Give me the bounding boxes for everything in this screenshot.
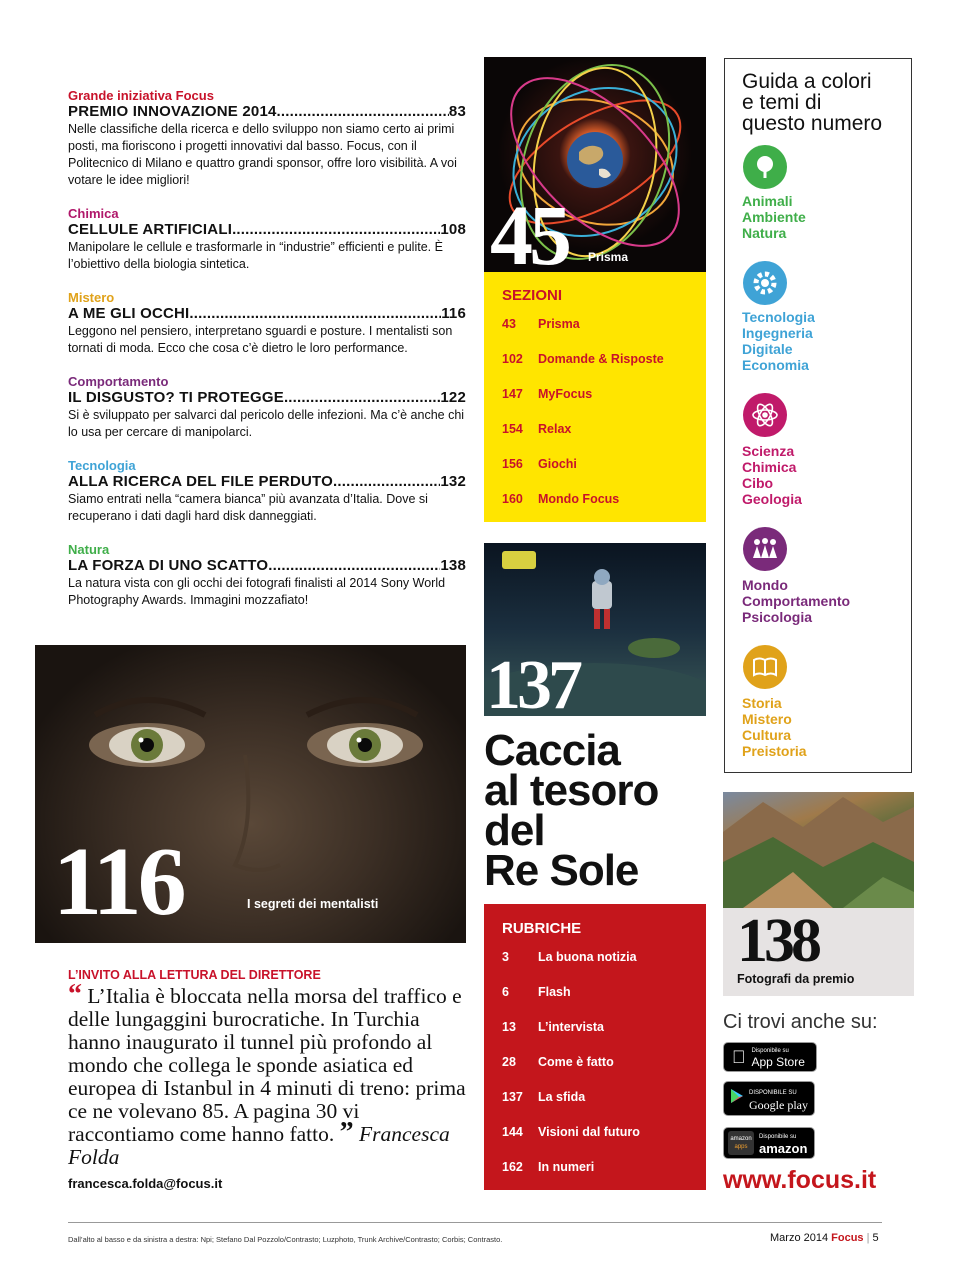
sezioni-label: Giochi — [538, 457, 577, 471]
article-scatto[interactable] — [68, 542, 466, 609]
article-page: 116 — [441, 305, 466, 322]
article-headline[interactable] — [68, 473, 466, 491]
feature-116-caption: I segreti dei mentalisti — [247, 897, 379, 911]
editorial-email[interactable]: francesca.folda@focus.it — [68, 1176, 223, 1191]
feature-137-image[interactable] — [484, 543, 706, 716]
badge-small-text: Disponibile su — [759, 1134, 797, 1140]
page-number: 144 — [502, 1125, 523, 1139]
article-page: 132 — [440, 473, 466, 490]
feature-116-number: 116 — [53, 828, 183, 936]
book-icon — [743, 645, 787, 689]
page-number: 160 — [502, 492, 523, 506]
editorial-kicker: L’INVITO ALLA LETTURA DEL DIRETTORE — [68, 968, 321, 982]
category-word: Storia — [742, 695, 782, 711]
article-page: 108 — [440, 221, 466, 238]
article-page: 138 — [440, 557, 466, 574]
website-link[interactable]: www.focus.it — [723, 1166, 877, 1194]
article-cellule[interactable] — [68, 206, 466, 273]
category-word: Cultura — [742, 727, 791, 743]
badge-text: Google play — [749, 1097, 808, 1112]
feature-137-number: 137 — [486, 647, 579, 716]
sezioni-item[interactable] — [502, 457, 577, 471]
apple-icon — [732, 1047, 746, 1068]
rubriche-label: La sfida — [538, 1090, 586, 1104]
rubriche-title: RUBRICHE — [502, 920, 582, 937]
article-headline[interactable] — [68, 389, 466, 407]
article-category: Comportamento — [68, 374, 169, 389]
rubriche-label: In numeri — [538, 1160, 595, 1174]
feature-137-headline[interactable] — [484, 726, 714, 895]
article-desc: Manipolare le cellule e trasformarle in “industrie” efficienti e pulite. È l’obiettivo della biologia sintetica. — [68, 240, 443, 271]
article-headline[interactable] — [68, 103, 466, 121]
article-title: ALLA RICERCA DEL FILE PERDUTO — [68, 473, 333, 490]
sezioni-label: Mondo Focus — [538, 492, 620, 506]
page-number: 102 — [502, 352, 523, 366]
article-title: A ME GLI OCCHI — [68, 305, 190, 322]
category-word: Chimica — [742, 459, 797, 475]
rubriche-label: Flash — [538, 985, 571, 999]
rubriche-label: Visioni dal futuro — [538, 1125, 640, 1139]
rubriche-label: La buona notizia — [538, 950, 637, 964]
gear-icon — [743, 261, 787, 305]
article-title: IL DISGUSTO? TI PROTEGGE — [68, 389, 284, 406]
editorial-author: Francesca Folda — [68, 1122, 450, 1169]
tree-icon — [743, 145, 787, 189]
brand-name: Focus — [831, 1232, 864, 1244]
article-category: Grande iniziativa Focus — [68, 88, 214, 103]
issue-date: Marzo 2014 — [770, 1232, 829, 1244]
rubriche-label: Come è fatto — [538, 1055, 614, 1069]
sezioni-label: Relax — [538, 422, 572, 436]
rubriche-item[interactable] — [502, 1055, 614, 1069]
article-page: 83 — [448, 103, 466, 120]
rubriche-box — [484, 904, 706, 1190]
category-word: Animali — [742, 193, 793, 209]
title-line: questo numero — [742, 112, 883, 135]
sezioni-label: Domande & Risposte — [538, 352, 664, 366]
page-number: 43 — [502, 317, 516, 331]
article-title: CELLULE ARTIFICIALI — [68, 221, 233, 238]
prisma-image[interactable] — [484, 57, 706, 272]
rubriche-item[interactable] — [502, 1125, 640, 1139]
people-icon — [743, 527, 787, 571]
appstore-badge[interactable] — [723, 1042, 817, 1072]
amazon-badge[interactable] — [723, 1127, 815, 1159]
feature-138-number: 138 — [737, 907, 818, 975]
page-number: 3 — [502, 950, 509, 964]
sezioni-item[interactable] — [502, 492, 619, 506]
category-word: Comportamento — [742, 593, 851, 609]
article-desc: La natura vista con gli occhi dei fotografi finalisti al 2014 Sony World Photography Awards. Immagini mozzafiato! — [68, 576, 446, 607]
category-word: Mistero — [742, 711, 792, 727]
title-line: e temi di — [742, 91, 822, 114]
page-number: 13 — [502, 1020, 516, 1034]
rubriche-item[interactable] — [502, 950, 637, 964]
category-word: Digitale — [742, 341, 793, 357]
category-word: Economia — [742, 357, 809, 373]
prisma-number: 45 — [490, 187, 568, 272]
category-word: Ingegneria — [742, 325, 813, 341]
badge-text: amazon — [759, 1141, 808, 1156]
page-number: 162 — [502, 1160, 523, 1174]
headline-line: al tesoro — [484, 766, 659, 815]
category-word: Cibo — [742, 475, 774, 491]
page-footer: Marzo 2014 Focus | 5 — [770, 1232, 879, 1244]
badge-small-text: DISPONIBILE SU — [749, 1089, 797, 1096]
article-title: PREMIO INNOVAZIONE 2014 — [68, 103, 277, 120]
article-file[interactable] — [68, 458, 466, 525]
headline-line: Re Sole — [484, 846, 639, 895]
page-number: 137 — [502, 1090, 523, 1104]
atom-icon — [743, 393, 787, 437]
page-number: 6 — [502, 985, 509, 999]
headline-line: Caccia — [484, 726, 620, 775]
category-word: Tecnologia — [742, 309, 815, 325]
article-category: Chimica — [68, 206, 119, 221]
article-premio[interactable] — [68, 88, 466, 189]
category-word: Preistoria — [742, 743, 807, 759]
googleplay-badge[interactable] — [723, 1081, 815, 1116]
article-list — [68, 88, 466, 626]
category-word: Scienza — [742, 443, 795, 459]
category-group-storia — [742, 695, 807, 759]
article-category: Natura — [68, 542, 110, 557]
sezioni-label: MyFocus — [538, 387, 593, 401]
badge-small-text: amazon — [730, 1136, 752, 1142]
rubriche-item[interactable] — [502, 1020, 604, 1034]
editorial-quote — [68, 979, 468, 1169]
amazon-apps-icon — [728, 1131, 754, 1155]
sezioni-item[interactable] — [502, 387, 592, 401]
category-group-scienza — [742, 443, 802, 507]
close-quote-icon: ” — [339, 1117, 354, 1148]
sezioni-item[interactable] — [502, 422, 571, 436]
mountain-landscape-graphic — [723, 792, 914, 908]
rubriche-label: L’intervista — [538, 1020, 604, 1034]
article-category: Mistero — [68, 290, 115, 305]
article-category: Tecnologia — [68, 458, 136, 473]
category-word: Ambiente — [742, 209, 806, 225]
feature-138-caption: Fotografi da premio — [737, 972, 855, 986]
headline-line: del — [484, 806, 545, 855]
sezioni-item[interactable] — [502, 352, 664, 366]
category-group-tecnologia — [742, 309, 815, 373]
color-guide — [724, 58, 912, 773]
sezioni-box — [484, 272, 706, 522]
open-quote-icon: “ — [68, 979, 82, 1010]
prisma-label: Prisma — [588, 250, 629, 264]
article-headline[interactable] — [68, 557, 466, 575]
badge-text: App Store — [738, 1055, 792, 1069]
color-guide-title — [742, 71, 882, 134]
category-word: Geologia — [742, 491, 802, 507]
article-title: LA FORZA DI UNO SCATTO — [68, 557, 269, 574]
badge-small-text: apps — [734, 1144, 748, 1150]
article-desc: Si è sviluppato per salvarci dal pericolo delle infezioni. Ma c’è anche chi lo usa per cercare di manipolarci. — [68, 408, 465, 439]
footer-divider — [68, 1222, 882, 1223]
page-number: 147 — [502, 387, 523, 401]
sezioni-title: SEZIONI — [502, 287, 563, 304]
editorial-text: L’Italia è bloccata nella morsa del traffico e delle lungaggini burocratiche. In Turchia hanno inaugurato il tunnel più profondo al mondo che collega le sponde asiatica ed europea di Istanbul in 4 minuti di treno: prima ce ne volevano 85. A pagina 30 vi raccontiamo come hanno fatto. — [68, 984, 466, 1146]
article-disgusto[interactable] — [68, 374, 466, 441]
article-desc: Leggono nel pensiero, interpretano sguardi e posture. I mentalisti son tornati di moda. Ecco che cosa c’è dietro le loro performance. — [68, 324, 453, 355]
category-word: Psicologia — [742, 609, 813, 625]
article-occhi[interactable] — [68, 290, 466, 357]
photo-credits: Dall’alto al basso e da sinistra a destra: Npi; Stefano Dal Pozzolo/Contrasto; Luzphoto, Trunk Archive/Contrasto; Corbis; Contrasto. — [68, 1235, 503, 1244]
feature-138-image[interactable] — [723, 792, 914, 908]
rubriche-item[interactable] — [502, 985, 571, 999]
article-desc: Nelle classifiche della ricerca e dello sviluppo non siamo certo ai primi posti, ma fioriscono i progetti innovativi dal basso. Focus, con il Politecnico di Milano e quattro grandi sponsor, offre loro visibilità. A voi votare le idee migliori! — [68, 122, 457, 187]
page-number: 28 — [502, 1055, 516, 1069]
category-group-mondo — [742, 577, 850, 625]
article-desc: Siamo entrati nella “camera bianca” più avanzata d’Italia. Dove si recuperano i dati dagli hard disk danneggiati. — [68, 492, 428, 523]
badge-small-text: Disponibile su — [738, 1048, 776, 1054]
rubriche-item[interactable] — [502, 1090, 585, 1104]
page-number: 154 — [502, 422, 523, 436]
sezioni-item[interactable] — [502, 317, 580, 331]
page-number: 5 — [872, 1232, 879, 1244]
article-page: 122 — [440, 389, 466, 406]
stores-heading: Ci trovi anche su: — [723, 1011, 878, 1033]
article-headline[interactable] — [68, 305, 466, 323]
category-word: Natura — [742, 225, 787, 241]
category-word: Mondo — [742, 577, 788, 593]
page-number: 156 — [502, 457, 523, 471]
google-play-icon — [730, 1088, 744, 1109]
feature-138-box[interactable] — [723, 908, 914, 996]
rubriche-item[interactable] — [502, 1160, 594, 1174]
title-line: Guida a colori — [742, 70, 872, 93]
feature-116-image[interactable] — [35, 645, 466, 943]
article-headline[interactable] — [68, 221, 466, 239]
sezioni-label: Prisma — [538, 317, 580, 331]
category-group-natura — [742, 193, 806, 241]
